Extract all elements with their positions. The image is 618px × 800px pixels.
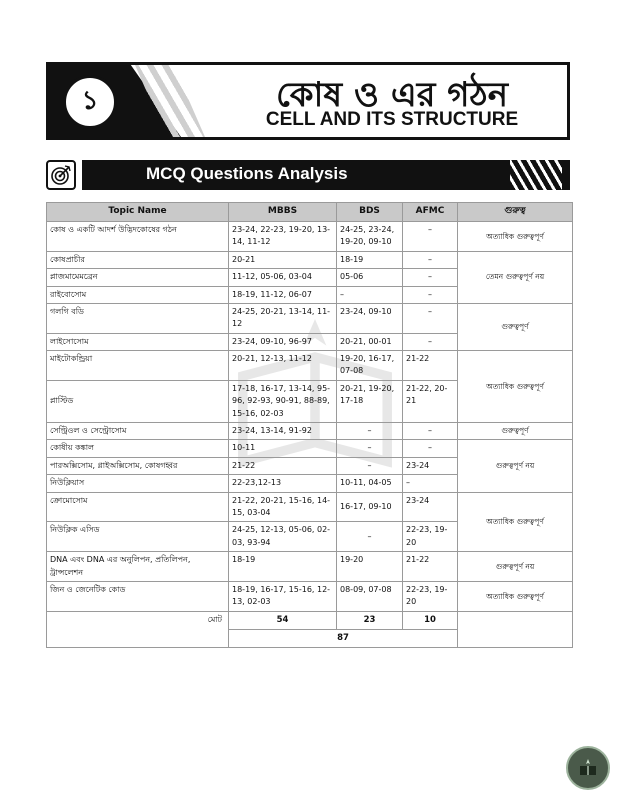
header-topic-name: Topic Name [47, 203, 229, 222]
bds-cell: 10-11, 04-05 [337, 475, 403, 492]
importance-cell: অত্যাধিক গুরুত্বপূর্ণ [458, 221, 573, 251]
topic-cell: পারঅক্সিসোম, গ্লাইঅক্সিসোম, কোষগহ্বর [47, 457, 229, 474]
topic-cell: লাইসোসোম [47, 333, 229, 350]
afmc-cell: 22-23, 19-20 [403, 581, 458, 611]
bds-cell: 16-17, 09-10 [337, 492, 403, 522]
mbbs-cell: 24-25, 20-21, 13-14, 11-12 [229, 303, 337, 333]
mcq-analysis-table-wrap [46, 202, 572, 648]
bds-cell: 05-06 [337, 269, 403, 286]
table-row [47, 492, 573, 522]
topic-cell: প্লাস্টিড [47, 380, 229, 422]
topic-cell: সেন্ট্রিওল ও সেন্ট্রোসোম [47, 423, 229, 440]
header-importance: গুরুত্ব [458, 203, 573, 222]
afmc-cell: 21-22 [403, 552, 458, 582]
afmc-cell: – [403, 423, 458, 440]
bds-cell: – [337, 440, 403, 457]
bds-cell: 20-21, 19-20, 17-18 [337, 380, 403, 422]
topic-cell: প্লাজমামেমব্রেন [47, 269, 229, 286]
bds-cell: 23-24, 09-10 [337, 303, 403, 333]
topic-cell: জিন ও জেনেটিক কোড [47, 581, 229, 611]
mbbs-cell: 23-24, 13-14, 91-92 [229, 423, 337, 440]
table-row [47, 581, 573, 611]
importance-cell: অত্যাধিক গুরুত্বপূর্ণ [458, 492, 573, 552]
header-mbbs: MBBS [229, 203, 337, 222]
total-afmc: 10 [403, 611, 458, 629]
afmc-cell: – [403, 333, 458, 350]
mbbs-cell: 24-25, 12-13, 05-06, 02-03, 93-94 [229, 522, 337, 552]
importance-cell: তেমন গুরুত্বপূর্ণ নয় [458, 251, 573, 303]
mbbs-cell: 10-11 [229, 440, 337, 457]
mbbs-cell: 23-24, 09-10, 96-97 [229, 333, 337, 350]
afmc-cell: – [403, 269, 458, 286]
mbbs-cell: 23-24, 22-23, 19-20, 13-14, 11-12 [229, 221, 337, 251]
topic-cell: কোষপ্রাচীর [47, 251, 229, 268]
topic-cell: ক্রোমোসোম [47, 492, 229, 522]
publisher-logo-icon [566, 746, 610, 790]
mbbs-cell: 20-21 [229, 251, 337, 268]
afmc-cell: 21-22, 20-21 [403, 380, 458, 422]
total-row [47, 611, 573, 629]
afmc-cell: 22-23, 19-20 [403, 522, 458, 552]
bds-cell: 19-20 [337, 552, 403, 582]
table-row [47, 303, 573, 333]
mbbs-cell: 17-18, 16-17, 13-14, 95-96, 92-93, 90-91, 88-89, 15-16, 02-03 [229, 380, 337, 422]
table-row [47, 251, 573, 268]
afmc-cell: 23-24 [403, 492, 458, 522]
afmc-cell: – [403, 221, 458, 251]
topic-cell: কোষ ও একটি আদর্শ উদ্ভিদকোষের গঠন [47, 221, 229, 251]
topic-cell: DNA এবং DNA এর অনুলিপন, প্রতিলিপন, ট্রান্সলেশন [47, 552, 229, 582]
bds-cell: 20-21, 00-01 [337, 333, 403, 350]
bds-cell: – [337, 286, 403, 303]
bds-cell: – [337, 522, 403, 552]
target-icon [46, 160, 76, 190]
importance-cell: অত্যাধিক গুরুত্বপূর্ণ [458, 351, 573, 423]
afmc-cell: 21-22 [403, 351, 458, 381]
section-stripes [510, 160, 562, 190]
bds-cell: 24-25, 23-24, 19-20, 09-10 [337, 221, 403, 251]
afmc-cell: – [403, 475, 458, 492]
total-label: মোট [47, 611, 229, 647]
mbbs-cell: 11-12, 05-06, 03-04 [229, 269, 337, 286]
topic-cell: রাইবোসোম [47, 286, 229, 303]
chapter-title-english: CELL AND ITS STRUCTURE [265, 109, 519, 130]
importance-cell: গুরুত্বপূর্ণ [458, 303, 573, 350]
section-bar [46, 160, 570, 192]
total-mbbs: 54 [229, 611, 337, 629]
afmc-cell: – [403, 303, 458, 333]
bds-cell: – [337, 423, 403, 440]
mbbs-cell: 22-23,12-13 [229, 475, 337, 492]
mbbs-cell: 21-22 [229, 457, 337, 474]
header-afmc: AFMC [403, 203, 458, 222]
table-row [47, 351, 573, 381]
mbbs-cell: 20-21, 12-13, 11-12 [229, 351, 337, 381]
afmc-cell: – [403, 286, 458, 303]
total-importance-blank [458, 611, 573, 647]
afmc-cell: – [403, 251, 458, 268]
topic-cell: গলগি বডি [47, 303, 229, 333]
table-row [47, 552, 573, 582]
topic-cell: নিউক্লিক এসিড [47, 522, 229, 552]
table-row [47, 221, 573, 251]
mbbs-cell: 21-22, 20-21, 15-16, 14-15, 03-04 [229, 492, 337, 522]
bds-cell: – [337, 457, 403, 474]
table-row [47, 440, 573, 457]
mbbs-cell: 18-19 [229, 552, 337, 582]
chapter-header [46, 62, 570, 140]
bds-cell: 08-09, 07-08 [337, 581, 403, 611]
importance-cell: গুরুত্বপূর্ণ [458, 423, 573, 440]
mbbs-cell: 18-19, 16-17, 15-16, 12-13, 02-03 [229, 581, 337, 611]
topic-cell: কোষীয় কঙ্কাল [47, 440, 229, 457]
bds-cell: 19-20, 16-17, 07-08 [337, 351, 403, 381]
importance-cell: অত্যাধিক গুরুত্বপূর্ণ [458, 581, 573, 611]
importance-cell: গুরুত্বপূর্ণ নয় [458, 552, 573, 582]
mcq-analysis-table [46, 202, 573, 648]
afmc-cell: – [403, 440, 458, 457]
topic-cell: নিউক্লিয়াস [47, 475, 229, 492]
chapter-number: ১ [63, 75, 117, 129]
afmc-cell: 23-24 [403, 457, 458, 474]
section-title: MCQ Questions Analysis [146, 164, 348, 183]
grand-total: 87 [229, 629, 458, 647]
importance-cell: গুরুত্বপূর্ণ নয় [458, 440, 573, 492]
bds-cell: 18-19 [337, 251, 403, 268]
topic-cell: মাইটোকন্ড্রিয়া [47, 351, 229, 381]
table-header-row [47, 203, 573, 222]
mbbs-cell: 18-19, 11-12, 06-07 [229, 286, 337, 303]
chapter-title-bengali: কোষ ও এর গঠন [275, 75, 509, 115]
total-bds: 23 [337, 611, 403, 629]
header-bds: BDS [337, 203, 403, 222]
table-row [47, 423, 573, 440]
